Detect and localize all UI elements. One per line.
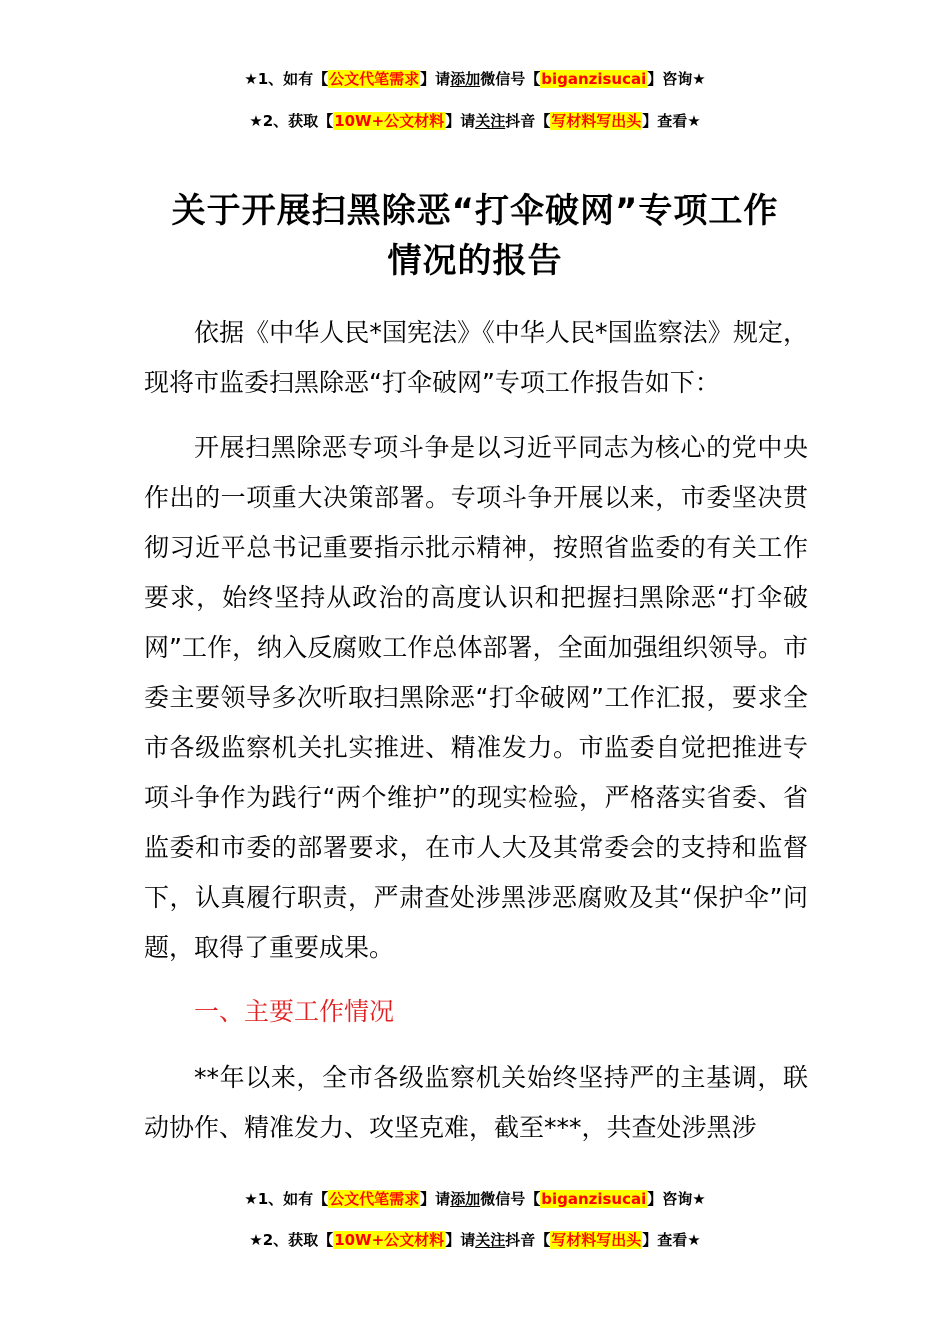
banner-underline: 添加 bbox=[450, 1190, 481, 1208]
title-line-1: 关于开展扫黑除恶“打伞破网”专项工作 bbox=[171, 191, 779, 231]
banner-text: 】咨询★ bbox=[647, 1190, 706, 1208]
banner-text: ★2、获取【 bbox=[249, 112, 334, 130]
section-heading: 一、主要工作情况 bbox=[194, 997, 395, 1026]
banner-text: 】请 bbox=[420, 70, 451, 88]
banner-text: ★1、如有【 bbox=[244, 1190, 329, 1208]
banner-highlight: biganzisucai bbox=[541, 70, 647, 88]
banner-text: 】查看★ bbox=[642, 1231, 701, 1249]
intro-paragraph-block bbox=[144, 308, 808, 408]
banner-text: 】查看★ bbox=[642, 112, 701, 130]
top-banner-line-1 bbox=[0, 68, 950, 90]
section-heading-block bbox=[144, 987, 808, 1037]
banner-text: ★2、获取【 bbox=[249, 1231, 334, 1249]
banner-text: 】请 bbox=[445, 1231, 476, 1249]
banner-underline: 关注 bbox=[475, 112, 506, 130]
banner-text: 抖音【 bbox=[505, 1231, 551, 1249]
background-paragraph-block bbox=[144, 423, 808, 973]
banner-underline: 添加 bbox=[450, 70, 481, 88]
banner-text: ★1、如有【 bbox=[244, 70, 329, 88]
banner-highlight: 10W+公文材料 bbox=[334, 112, 445, 130]
paragraph: **年以来，全市各级监察机关始终坚持严的主基调，联动协作、精准发力、攻坚克难，截至***，共查处涉黑涉 bbox=[144, 1063, 808, 1142]
banner-underline: 关注 bbox=[475, 1231, 506, 1249]
banner-text: 微信号【 bbox=[480, 1190, 541, 1208]
bottom-banner-line-1 bbox=[0, 1188, 950, 1210]
banner-text: 微信号【 bbox=[480, 70, 541, 88]
section-paragraph-block bbox=[144, 1053, 808, 1153]
paragraph: 依据《中华人民*国宪法》《中华人民*国监察法》规定，现将市监委扫黑除恶“打伞破网”专项工作报告如下： bbox=[144, 318, 808, 397]
banner-text: 抖音【 bbox=[505, 112, 551, 130]
top-banner-line-2 bbox=[0, 110, 950, 132]
document-title bbox=[0, 186, 950, 286]
banner-highlight: 10W+公文材料 bbox=[334, 1231, 445, 1249]
banner-highlight: 写材料写出头 bbox=[551, 1231, 642, 1249]
banner-highlight: 公文代笔需求 bbox=[329, 1190, 420, 1208]
banner-text: 】咨询★ bbox=[647, 70, 706, 88]
banner-text: 】请 bbox=[445, 112, 476, 130]
paragraph: 开展扫黑除恶专项斗争是以习近平同志为核心的党中央作出的一项重大决策部署。专项斗争开展以来，市委坚决贯彻习近平总书记重要指示批示精神，按照省监委的有关工作要求，始终坚持从政治的高度认识和把握扫黑除恶“打伞破网”工作，纳入反腐败工作总体部署，全面加强组织领导。市委主要领导多次听取扫黑除恶“打伞破网”工作汇报，要求全市各级监察机关扎实推进、精准发力。市监委自觉把推进专项斗争作为践行“两个维护”的现实检验，严格落实省委、省监委和市委的部署要求，在市人大及其常委会的支持和监督下，认真履行职责，严肃查处涉黑涉恶腐败及其“保护伞”问题，取得了重要成果。 bbox=[144, 433, 808, 962]
banner-highlight: biganzisucai bbox=[541, 1190, 647, 1208]
banner-highlight: 公文代笔需求 bbox=[329, 70, 420, 88]
bottom-banner-line-2 bbox=[0, 1229, 950, 1251]
title-line-2: 情况的报告 bbox=[387, 241, 563, 281]
banner-highlight: 写材料写出头 bbox=[551, 112, 642, 130]
banner-text: 】请 bbox=[420, 1190, 451, 1208]
